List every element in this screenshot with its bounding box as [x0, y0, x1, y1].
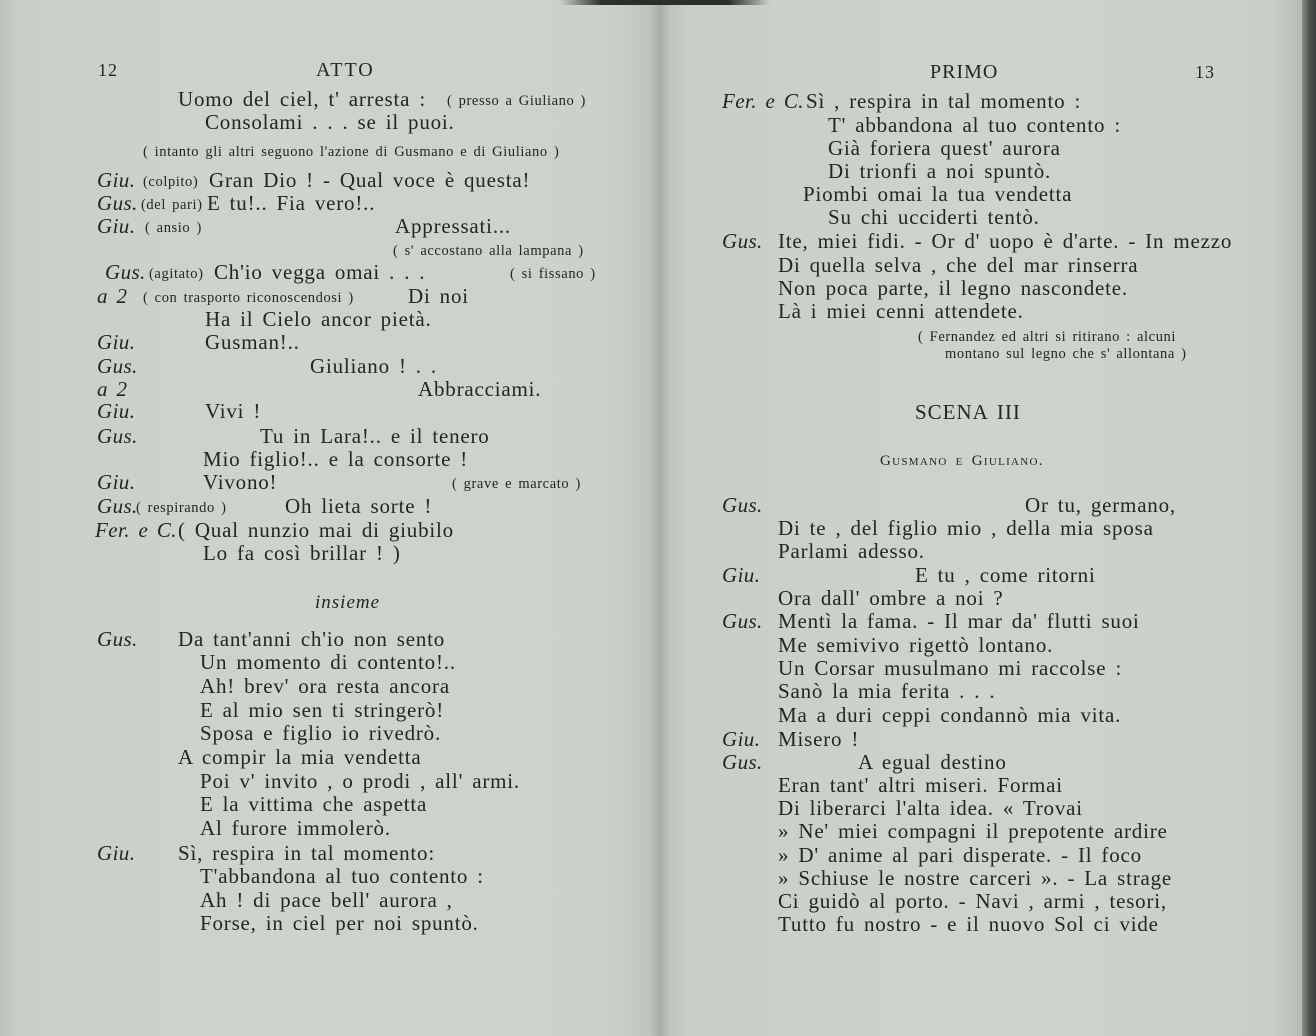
- verse-line: » Schiuse le nostre carceri ». - La strage: [778, 866, 1173, 890]
- speaker-label: Gus.: [722, 750, 763, 774]
- verse-line: Di liberarci l'alta idea. « Trovai: [778, 796, 1083, 820]
- speaker-label: Fer. e C.: [722, 89, 804, 113]
- verse-line: Di trionfi a noi spuntò.: [828, 159, 1052, 183]
- verse-line: Poi v' invito , o prodi , all' armi.: [200, 769, 520, 793]
- verse-line: T' abbandona al tuo contento :: [828, 113, 1121, 137]
- speaker-label: Gus.: [97, 627, 138, 651]
- speaker-label: Gus.: [722, 229, 763, 253]
- verse-line: Ch'io vegga omai . . .: [214, 260, 426, 284]
- verse-line: Ora dall' ombre a noi ?: [778, 586, 1004, 610]
- speaker-label: Gus.: [722, 493, 763, 517]
- speaker-label: Giu.: [97, 168, 136, 192]
- stage-direction: (colpito): [143, 174, 199, 190]
- verse-line: Sì , respira in tal momento :: [806, 89, 1082, 113]
- verse-line: Uomo del ciel, t' arresta :: [178, 87, 426, 111]
- speaker-label: Giu.: [97, 214, 136, 238]
- speaker-label: Gus.: [97, 191, 138, 215]
- speaker-label: Gus.: [105, 260, 146, 284]
- speaker-label: Gus.: [97, 424, 138, 448]
- verse-line: Da tant'anni ch'io non sento: [178, 627, 446, 651]
- verse-line: Forse, in ciel per noi spuntò.: [200, 911, 479, 935]
- scene-characters: Gusmano e Giuliano.: [880, 453, 1044, 469]
- verse-line: Gran Dio ! - Qual voce è questa!: [209, 168, 531, 192]
- verse-line: Ma a duri ceppi condannò mia vita.: [778, 703, 1122, 727]
- verse-line: E la vittima che aspetta: [200, 792, 428, 816]
- verse-line: Consolami . . . se il puoi.: [205, 110, 455, 134]
- verse-line: Ha il Cielo ancor pietà.: [205, 307, 432, 331]
- stage-direction: ( presso a Giuliano ): [447, 93, 586, 109]
- verse-line: Misero !: [778, 727, 860, 751]
- running-head: PRIMO: [930, 61, 999, 83]
- running-head: ATTO: [316, 59, 375, 81]
- verse-line: Ah ! di pace bell' aurora ,: [200, 888, 453, 912]
- verse-line: Di noi: [408, 284, 469, 308]
- verse-line: E tu!.. Fia vero!..: [207, 191, 376, 215]
- verse-line: Ci guidò al porto. - Navi , armi , tesori,: [778, 889, 1167, 913]
- verse-line: Un momento di contento!..: [200, 650, 456, 674]
- verse-line: Sì, respira in tal momento:: [178, 841, 435, 865]
- verse-line: E tu , come ritorni: [915, 563, 1096, 587]
- speaker-label: Gus.: [97, 354, 138, 378]
- verse-line: E al mio sen ti stringerò!: [200, 698, 445, 722]
- verse-line: Non poca parte, il legno nascondete.: [778, 276, 1128, 300]
- stage-direction: (agitato): [149, 266, 204, 282]
- verse-line: Sanò la mia ferita . . .: [778, 679, 996, 703]
- speaker-label: Gus.: [722, 609, 763, 633]
- verse-line: A compir la mia vendetta: [178, 745, 422, 769]
- verse-line: Su chi ucciderti tentò.: [828, 205, 1040, 229]
- speaker-label: a 2: [97, 377, 128, 401]
- verse-line: Al furore immolerò.: [200, 816, 391, 840]
- scene-title: SCENA III: [915, 400, 1021, 424]
- verse-line: Di quella selva , che del mar rinserra: [778, 253, 1139, 277]
- verse-line: Di te , del figlio mio , della mia sposa: [778, 516, 1154, 540]
- verse-line: Gusman!..: [205, 330, 300, 354]
- ensemble-heading: insieme: [315, 592, 381, 613]
- verse-line: Giuliano ! . .: [310, 354, 437, 378]
- page-number: 13: [1195, 62, 1215, 82]
- speaker-label: Giu.: [97, 399, 136, 423]
- verse-line: Eran tant' altri miseri. Formai: [778, 773, 1063, 797]
- verse-line: » Ne' miei compagni il prepotente ardire: [778, 819, 1168, 843]
- verse-line: Mio figlio!.. e la consorte !: [203, 447, 469, 471]
- stage-direction: (del pari): [141, 197, 203, 213]
- stage-direction: ( si fissano ): [510, 266, 596, 282]
- speaker-label: Giu.: [97, 470, 136, 494]
- stage-direction: ( ansio ): [145, 220, 202, 236]
- verse-line: A egual destino: [858, 750, 1007, 774]
- speaker-label: Giu.: [722, 727, 761, 751]
- speaker-label: Gus.: [97, 494, 138, 518]
- stage-direction: ( con trasporto riconoscendosi ): [143, 290, 354, 306]
- verse-line: Già foriera quest' aurora: [828, 136, 1061, 160]
- verse-line: » D' anime al pari disperate. - Il foco: [778, 843, 1142, 867]
- verse-line: Mentì la fama. - Il mar da' flutti suoi: [778, 609, 1140, 633]
- page-number: 12: [98, 60, 118, 80]
- verse-line: T'abbandona al tuo contento :: [200, 864, 484, 888]
- speaker-label: Giu.: [97, 330, 136, 354]
- verse-line: Tu in Lara!.. e il tenero: [260, 424, 490, 448]
- verse-line: Ite, miei fidi. - Or d' uopo è d'arte. - In mezzo: [778, 229, 1233, 253]
- verse-line: Piombi omai la tua vendetta: [803, 182, 1073, 206]
- book-gutter: [650, 0, 670, 1036]
- verse-line: Vivi !: [205, 399, 262, 423]
- verse-line: Oh lieta sorte !: [285, 494, 433, 518]
- speaker-label: a 2: [97, 284, 128, 308]
- speaker-label: Fer. e C.: [95, 518, 177, 542]
- verse-line: ( Qual nunzio mai di giubilo: [178, 518, 454, 542]
- stage-direction: ( s' accostano alla lampana ): [393, 243, 584, 259]
- book-edge: [1302, 0, 1316, 1036]
- speaker-label: Giu.: [97, 841, 136, 865]
- verse-line: Lo fa così brillar ! ): [203, 541, 401, 565]
- verse-line: Vivono!: [203, 470, 278, 494]
- verse-line: Sposa e figlio io rivedrò.: [200, 721, 442, 745]
- verse-line: Appressati...: [395, 214, 511, 238]
- verse-line: Parlami adesso.: [778, 539, 925, 563]
- verse-line: Un Corsar musulmano mi raccolse :: [778, 656, 1123, 680]
- verse-line: Ah! brev' ora resta ancora: [200, 674, 450, 698]
- stage-direction: ( respirando ): [136, 500, 227, 516]
- verse-line: Tutto fu nostro - e il nuovo Sol ci vide: [778, 912, 1159, 936]
- verse-line: Me semivivo rigettò lontano.: [778, 633, 1054, 657]
- verse-line: Abbracciami.: [418, 377, 542, 401]
- speaker-label: Giu.: [722, 563, 761, 587]
- verse-line: Là i miei cenni attendete.: [778, 299, 1024, 323]
- stage-direction: montano sul legno che s' allontana ): [945, 346, 1187, 362]
- verse-line: Or tu, germano,: [1025, 493, 1176, 517]
- stage-direction: ( grave e marcato ): [452, 476, 581, 492]
- stage-direction: ( Fernandez ed altri si ritirano : alcuni: [918, 329, 1177, 345]
- stage-direction: ( intanto gli altri seguono l'azione di Gusmano e di Giuliano ): [143, 144, 560, 160]
- binding-edge: [560, 0, 770, 5]
